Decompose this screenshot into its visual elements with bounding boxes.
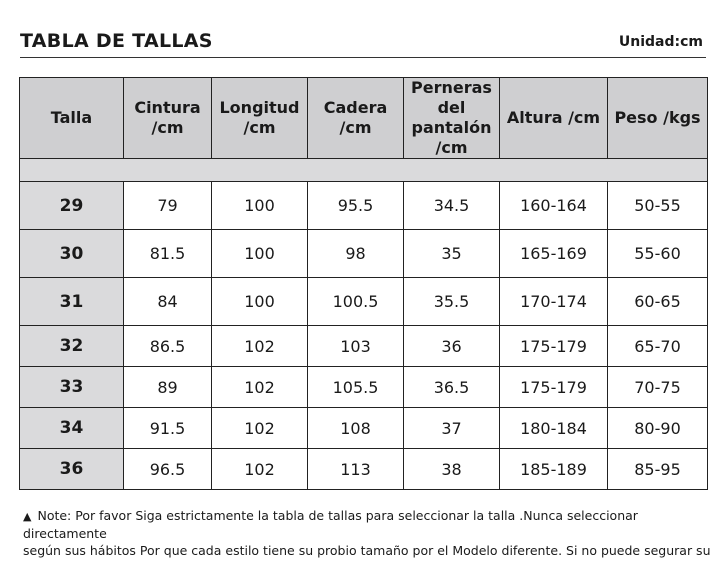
table-cell: 105.5 (308, 367, 404, 408)
table-row (20, 278, 708, 326)
table-cell: 102 (212, 408, 308, 449)
column-header: Cintura /cm (124, 78, 212, 159)
table-cell: 102 (212, 449, 308, 490)
column-header: Talla (20, 78, 124, 159)
table-cell: 89 (124, 367, 212, 408)
table-header-row (20, 78, 708, 159)
table-row (20, 408, 708, 449)
size-cell: 29 (20, 182, 124, 230)
table-cell: 100 (212, 182, 308, 230)
note-line-1 (23, 507, 713, 542)
table-cell: 180-184 (500, 408, 608, 449)
note-text-2: según sus hábitos Por que cada estilo tiene su probio tamaño por el Modelo diferente. Si no puede segurar su (23, 543, 711, 558)
column-header: Cadera /cm (308, 78, 404, 159)
table-cell: 160-164 (500, 182, 608, 230)
table-cell: 37 (404, 408, 500, 449)
column-header: Peso /kgs (608, 78, 708, 159)
table-cell: 185-189 (500, 449, 608, 490)
spacer-cell (20, 159, 708, 182)
table-cell: 175-179 (500, 367, 608, 408)
table-cell: 36.5 (404, 367, 500, 408)
column-header: Perneras del pantalón /cm (404, 78, 500, 159)
table-cell: 103 (308, 326, 404, 367)
table-cell: 35.5 (404, 278, 500, 326)
page-title: TABLA DE TALLAS (20, 30, 213, 52)
table-cell: 86.5 (124, 326, 212, 367)
size-cell: 33 (20, 367, 124, 408)
size-chart-table (19, 77, 708, 490)
table-cell: 79 (124, 182, 212, 230)
triangle-icon: ▲ (23, 510, 32, 523)
table-cell: 55-60 (608, 230, 708, 278)
table-cell: 113 (308, 449, 404, 490)
table-cell: 84 (124, 278, 212, 326)
table-cell: 85-95 (608, 449, 708, 490)
table-cell: 102 (212, 367, 308, 408)
table-cell: 60-65 (608, 278, 708, 326)
size-cell: 36 (20, 449, 124, 490)
table-cell: 50-55 (608, 182, 708, 230)
table-row (20, 326, 708, 367)
spacer-row (20, 159, 708, 182)
table-row (20, 230, 708, 278)
table-row (20, 449, 708, 490)
note-text-1: Note: Por favor Siga estrictamente la tabla de tallas para seleccionar la talla .Nunca seleccionar directamente (23, 508, 638, 541)
column-header: Altura /cm (500, 78, 608, 159)
table-cell: 100 (212, 278, 308, 326)
table-cell: 81.5 (124, 230, 212, 278)
title-divider (20, 57, 706, 58)
table-cell: 100 (212, 230, 308, 278)
table-cell: 170-174 (500, 278, 608, 326)
table-cell: 96.5 (124, 449, 212, 490)
table-cell: 65-70 (608, 326, 708, 367)
table-cell: 36 (404, 326, 500, 367)
table-cell: 80-90 (608, 408, 708, 449)
table-cell: 34.5 (404, 182, 500, 230)
size-cell: 32 (20, 326, 124, 367)
table-row (20, 182, 708, 230)
table-cell: 100.5 (308, 278, 404, 326)
size-note (23, 507, 713, 559)
unit-label: Unidad:cm (618, 34, 703, 50)
table-cell: 38 (404, 449, 500, 490)
table-cell: 91.5 (124, 408, 212, 449)
table-cell: 102 (212, 326, 308, 367)
column-header: Longitud /cm (212, 78, 308, 159)
table-cell: 108 (308, 408, 404, 449)
table-cell: 95.5 (308, 182, 404, 230)
table-row (20, 367, 708, 408)
table-cell: 98 (308, 230, 404, 278)
size-cell: 31 (20, 278, 124, 326)
table-cell: 165-169 (500, 230, 608, 278)
size-cell: 34 (20, 408, 124, 449)
table-cell: 35 (404, 230, 500, 278)
table-cell: 175-179 (500, 326, 608, 367)
size-cell: 30 (20, 230, 124, 278)
table-cell: 70-75 (608, 367, 708, 408)
